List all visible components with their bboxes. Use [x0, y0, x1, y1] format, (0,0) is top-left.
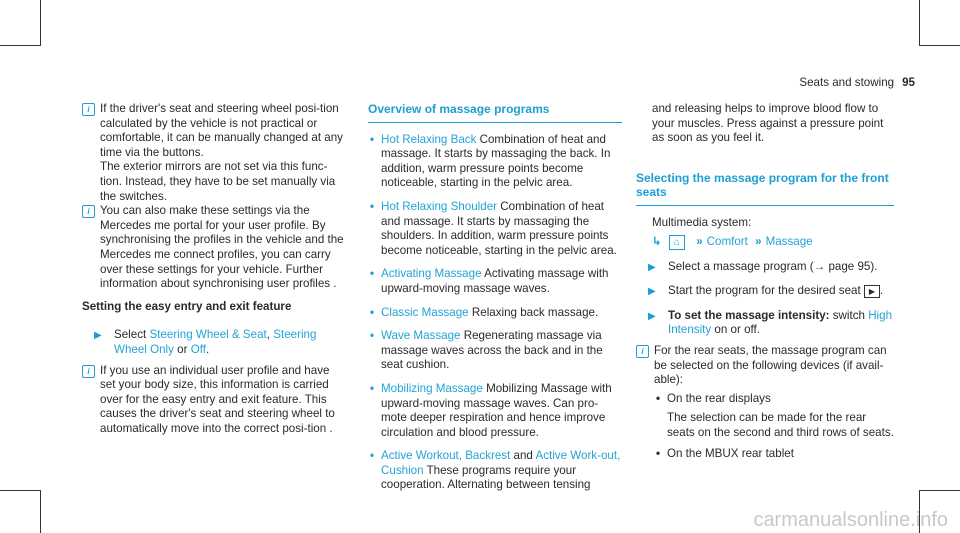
section-heading: Overview of massage programs: [368, 102, 622, 123]
section-heading: Selecting the massage program for the front seats: [636, 171, 894, 206]
crop-mark: [40, 0, 41, 46]
info-note: [636, 344, 894, 388]
program-active-workout-backrest[interactable]: Active Workout, Backrest: [381, 449, 511, 463]
play-icon[interactable]: ▶: [864, 285, 880, 298]
item-text: Activating massage with upward-moving massage waves.: [381, 267, 609, 295]
list-item: [368, 329, 622, 373]
step-arrow-icon: ▶: [648, 286, 656, 298]
item-text: The selection can be made for the rear seats on the second and third rows of seats.: [667, 411, 894, 439]
bullet-dot: •: [656, 446, 661, 460]
step-text: .: [205, 342, 210, 356]
page-header: [799, 76, 915, 91]
program-name[interactable]: Wave Massage: [381, 329, 461, 343]
step-text: ,: [266, 328, 270, 342]
note-text: You can also make these settings via the Mercedes me portal for your user profile. By synchronising the profiles in the vehicle and the Mercedes me connect profiles, you can carry over these settings for your vehicle. Further information about synchronising user profiles .: [100, 204, 344, 291]
item-text: and: [513, 449, 533, 463]
program-name[interactable]: Mobilizing Massage: [381, 381, 483, 395]
info-note: [82, 204, 344, 292]
step-text: Select a massage program (→ page 95).: [668, 259, 878, 273]
crop-mark: [40, 490, 41, 533]
list-item: [368, 267, 622, 296]
system-label: Multimedia system:: [652, 215, 752, 229]
menu-massage[interactable]: Massage: [765, 234, 813, 248]
step-arrow-icon: ▶: [648, 310, 656, 322]
list-item: [368, 133, 622, 191]
list-item: [368, 306, 622, 321]
return-arrow-icon: ↳: [652, 234, 662, 248]
bullet-dot: •: [370, 329, 375, 343]
menu-comfort[interactable]: Comfort: [706, 234, 748, 248]
section-title: Seats and stowing: [799, 76, 895, 89]
crop-mark: [919, 490, 960, 491]
step-text: Start the program for the desired seat: [668, 284, 861, 298]
list-item: [636, 447, 894, 462]
program-active-workout-cushion[interactable]: Active Work-out, Cushion: [381, 449, 621, 477]
bullet-dot: •: [370, 381, 375, 395]
note-text: The exterior mirrors are not set via this func-tion. Instead, they have to be set manually via the switches.: [100, 160, 336, 203]
item-text: Combination of heat and massage. It starts by massaging the back. In addition, warm pressure points become noticeable, starting in the pelvic area.: [381, 132, 611, 190]
note-text: If you use an individual user profile and have set your body size, this information is carried over for the easy entry and exit feature. This causes the driver's seat and steering wheel to automatically move into the correct posi-tion .: [100, 363, 335, 435]
list-item: [636, 392, 894, 441]
subheading: Setting the easy entry and exit feature: [82, 299, 292, 313]
info-icon: i: [636, 345, 649, 358]
bullet-dot: •: [370, 199, 375, 213]
bullet-dot: •: [370, 267, 375, 281]
crop-mark: [919, 0, 920, 46]
program-name[interactable]: Classic Massage: [381, 305, 469, 319]
option-off[interactable]: Off: [190, 342, 206, 356]
middle-column: [368, 102, 622, 502]
crop-mark: [919, 45, 960, 46]
step-arrow-icon: ▶: [648, 261, 656, 273]
item-text: Combination of heat and massage. It starts by massaging the shoulders. In addition, warm pressure points become noticeable, starting in the pelvic area.: [381, 199, 617, 257]
note-text: If the driver's seat and steering wheel posi-tion calculated by the vehicle is not practical or comfortable, it can be manually changed at any time via the buttons.: [100, 102, 343, 159]
chevron-right-icon: »: [696, 234, 703, 248]
instruction-step: [636, 260, 894, 275]
program-name[interactable]: Activating Massage: [381, 267, 482, 281]
item-text: Mobilizing Massage with upward-moving massage waves. Can pro-mote deeper respiration and hence improve circulation and blood pressure.: [381, 381, 612, 439]
home-icon[interactable]: ⌂: [669, 235, 685, 250]
list-item: [368, 449, 622, 493]
list-item: [368, 200, 622, 258]
instruction-step: [636, 309, 894, 338]
continued-text: and releasing helps to improve blood flow to your muscles. Press against a pressure point as soon as you feel it.: [652, 102, 884, 145]
item-title: On the rear displays: [667, 391, 771, 405]
info-note: [82, 364, 344, 437]
item-text: These programs require your cooperation. Alternating between tensing: [381, 463, 591, 492]
list-item: [368, 382, 622, 440]
program-name[interactable]: Hot Relaxing Shoulder: [381, 199, 498, 213]
bullet-dot: •: [656, 391, 661, 405]
note-text: For the rear seats, the massage program can be selected on the following devices (if avail-able):: [654, 343, 887, 387]
right-column: [636, 102, 894, 467]
info-icon: i: [82, 205, 95, 218]
option-steering-wheel-only[interactable]: Steering Wheel Only: [114, 328, 317, 356]
bullet-dot: •: [370, 132, 375, 146]
option-high-intensity[interactable]: High Intensity: [668, 308, 893, 337]
step-text: on or off.: [714, 323, 760, 337]
step-label: To set the massage intensity:: [668, 308, 830, 322]
page-number: 95: [902, 76, 915, 89]
info-icon: i: [82, 365, 95, 378]
instruction-step: ▶ Start the program for the desired seat ▶ .: [636, 284, 894, 299]
step-text: or: [177, 342, 188, 356]
step-arrow-icon: ▶: [94, 330, 102, 342]
step-text: Select: [114, 328, 147, 342]
info-note: [82, 102, 344, 204]
crop-mark: [0, 45, 41, 46]
left-column: [82, 102, 344, 436]
chevron-right-icon: »: [755, 234, 762, 248]
item-text: Regenerating massage via massage waves across the back and in the seat cushion.: [381, 329, 603, 372]
item-title: On the MBUX rear tablet: [667, 446, 794, 460]
watermark-text: carmanualsonline.info: [753, 509, 948, 532]
info-icon: i: [82, 103, 95, 116]
program-name[interactable]: Hot Relaxing Back: [381, 132, 477, 146]
item-text: Relaxing back massage.: [471, 305, 599, 319]
step-text: switch: [832, 308, 865, 322]
crop-mark: [0, 490, 41, 491]
bullet-dot: •: [370, 305, 375, 319]
option-steering-wheel-seat[interactable]: Steering Wheel & Seat: [149, 328, 267, 342]
bullet-dot: •: [370, 449, 375, 463]
menu-path: [636, 235, 894, 250]
instruction-step: [82, 328, 344, 357]
